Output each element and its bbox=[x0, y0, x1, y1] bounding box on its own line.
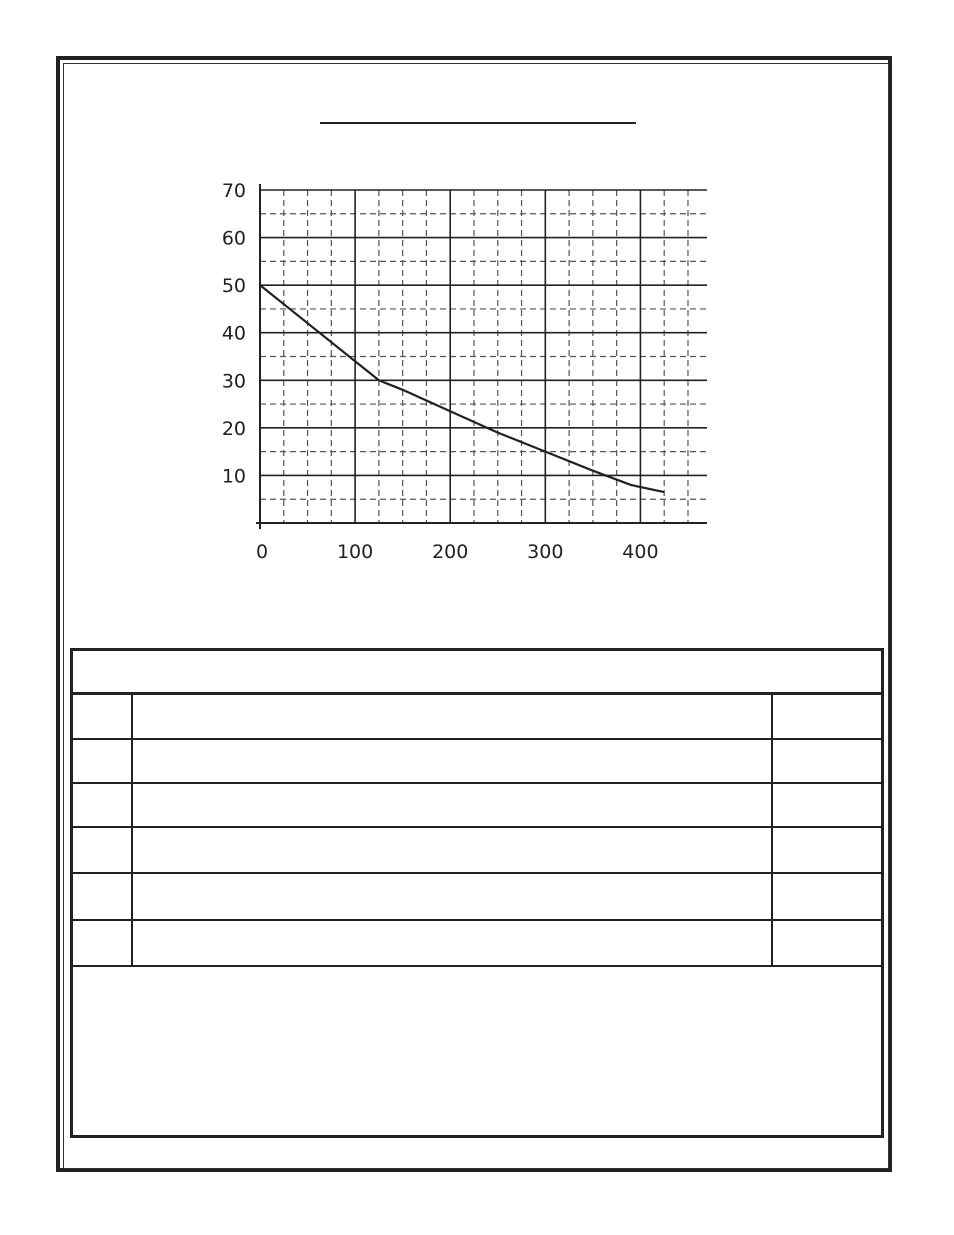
row-description-cell bbox=[133, 740, 773, 782]
table-row bbox=[73, 921, 881, 967]
data-series-line bbox=[260, 285, 664, 492]
line-chart bbox=[200, 178, 730, 578]
x-tick-label: 200 bbox=[432, 541, 469, 563]
y-tick-label: 70 bbox=[221, 180, 246, 202]
row-number-cell bbox=[73, 921, 133, 965]
y-tick-label: 30 bbox=[221, 370, 246, 393]
x-tick-label: 300 bbox=[527, 541, 564, 563]
row-quantity-cell bbox=[773, 828, 881, 872]
y-tick-label: 60 bbox=[221, 227, 246, 250]
table-row bbox=[73, 784, 881, 828]
x-tick-label: 0 bbox=[255, 541, 269, 563]
table-row bbox=[73, 695, 881, 740]
table-header-row bbox=[73, 651, 881, 695]
row-quantity-cell bbox=[773, 740, 881, 782]
y-tick-label: 50 bbox=[221, 275, 246, 298]
row-number-cell bbox=[73, 874, 133, 919]
row-description-cell bbox=[133, 874, 773, 919]
y-tick-label: 10 bbox=[221, 465, 246, 488]
row-quantity-cell bbox=[773, 874, 881, 919]
row-quantity-cell bbox=[773, 784, 881, 826]
row-quantity-cell bbox=[773, 695, 881, 738]
table-row bbox=[73, 828, 881, 874]
row-description-cell bbox=[133, 828, 773, 872]
notes-area bbox=[73, 964, 881, 1135]
row-description-cell bbox=[133, 784, 773, 826]
specification-table bbox=[70, 648, 884, 1138]
chart-title-underline bbox=[320, 122, 636, 124]
row-quantity-cell bbox=[773, 921, 881, 965]
table-row bbox=[73, 874, 881, 921]
x-tick-label: 100 bbox=[336, 541, 374, 563]
row-description-cell bbox=[133, 695, 773, 738]
row-number-cell bbox=[73, 695, 133, 738]
row-number-cell bbox=[73, 740, 133, 782]
row-description-cell bbox=[133, 921, 773, 965]
row-number-cell bbox=[73, 784, 133, 826]
x-tick-label: 400 bbox=[622, 541, 659, 563]
y-tick-label: 20 bbox=[221, 417, 246, 440]
y-tick-label: 40 bbox=[221, 322, 246, 345]
row-number-cell bbox=[73, 828, 133, 872]
table-row bbox=[73, 740, 881, 784]
